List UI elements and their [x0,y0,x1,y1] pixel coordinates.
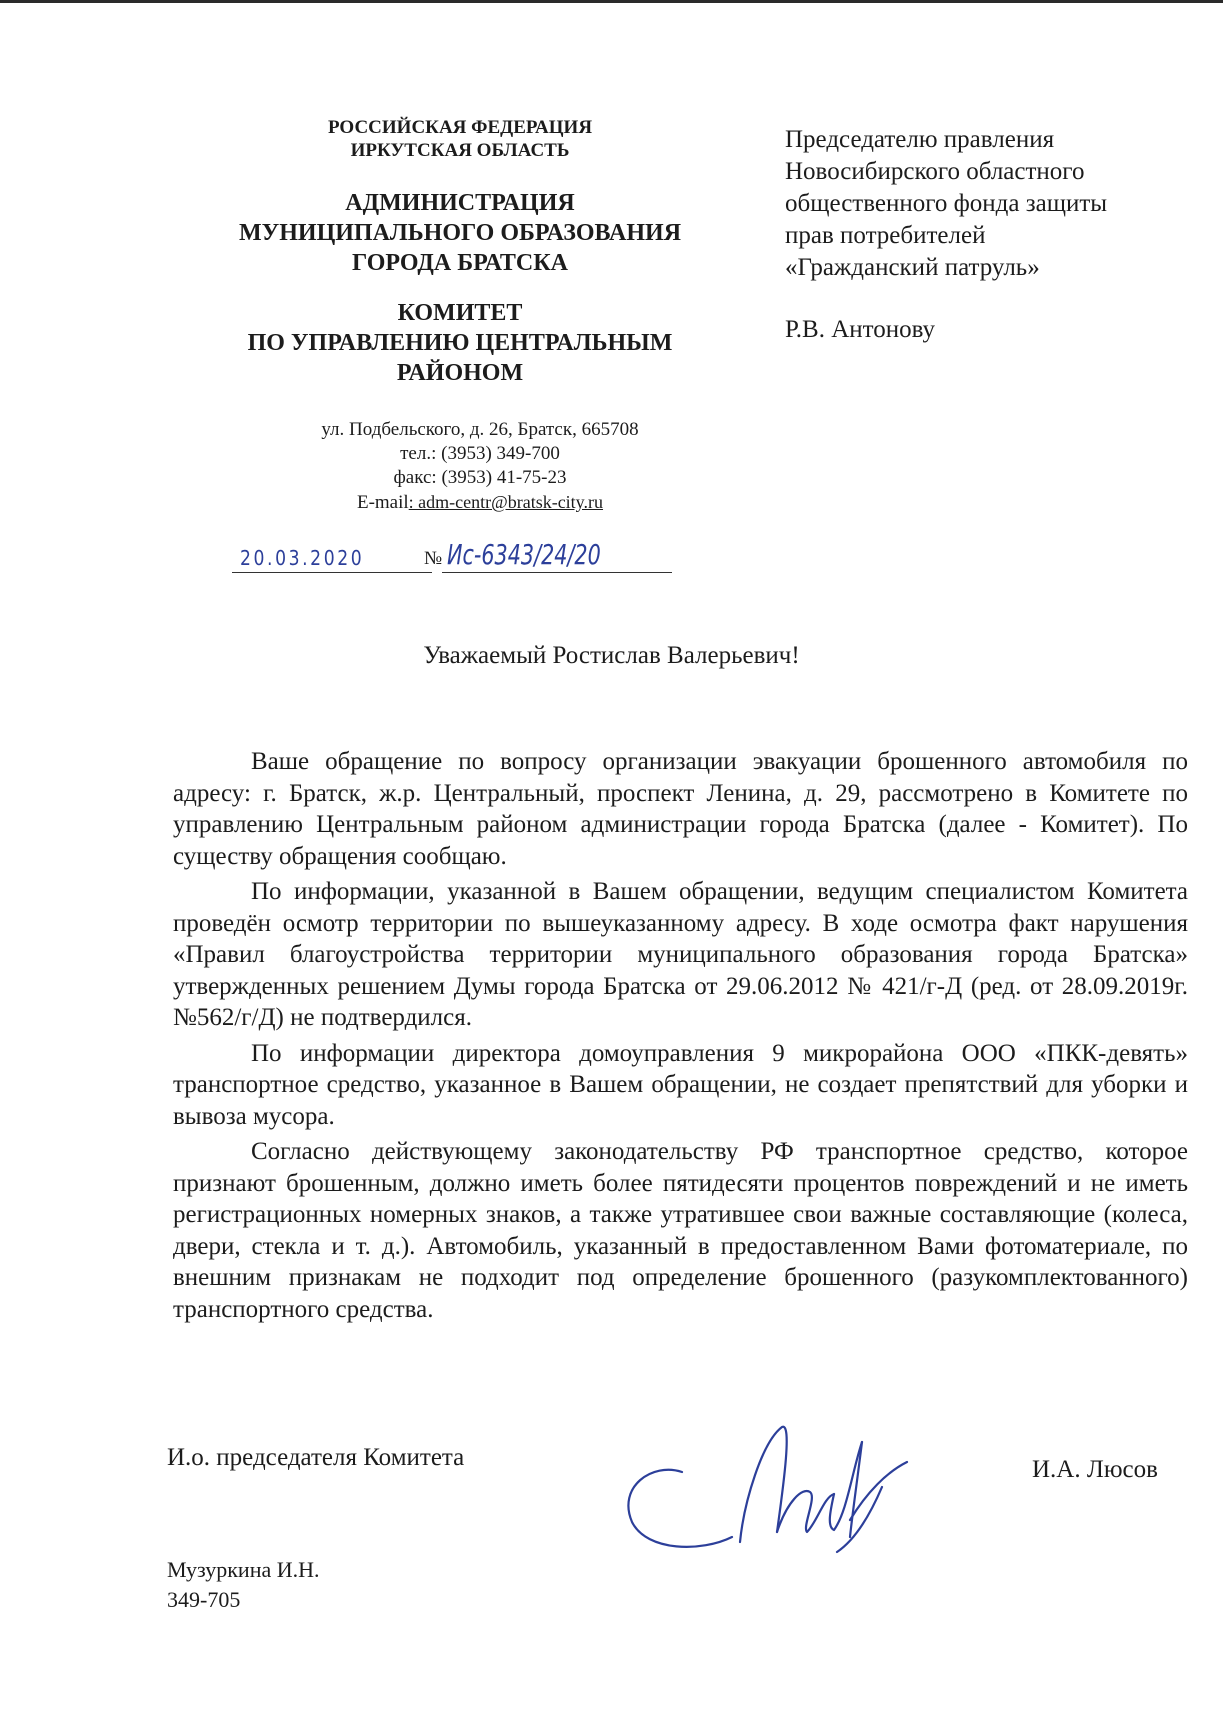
country-line: РОССИЙСКАЯ ФЕДЕРАЦИЯ [327,117,593,138]
phone-line: тел.: (3953) 349-700 [400,443,560,464]
committee-line-3: РАЙОНОМ [396,360,524,386]
number-underline [442,572,672,573]
paragraph: Согласно действующему законодательству РФ транспортное средство, которое признают брошенным, должно иметь более пятидесяти процентов повреждений и не иметь регистрационных номерных знаков, а также утратившее свои важные составляющие (колеса, двери, стекла и т. д.). Автомобиль, указанный в предоставленном Вами фотоматериале, по внешним признакам не подходит под определение брошенного (разукомплектованного) транспортного средства. [173,1138,1188,1323]
signatory-name: И.А. Люсов [1032,1456,1158,1483]
contact-block [230,418,730,515]
greeting: Уважаемый Ростислав Валерьевич! [423,642,800,669]
number-sign: № [424,548,443,569]
email-link[interactable]: : adm-centr@bratsk-city.ru [408,492,604,512]
paragraph: По информации директора домоуправления 9 микрорайона ООО «ПКК-девять» транспортное средство, указанное в Вашем обращении, не создает препятствий для уборки и вывоза мусора. [173,1039,1188,1130]
addressee-name: Р.В. Антонову [785,316,936,343]
signatory-title: И.о. председателя Комитета [167,1444,465,1471]
email-line [230,490,730,515]
registration-number-handwritten: Ис-6343/24/20 [447,538,601,571]
addressee-line-1: Председателю правления [785,126,1055,153]
paragraph: По информации, указанной в Вашем обращении, ведущим специалистом Комитета проведён осмотр территории по вышеуказанному адресу. В ходе осмотра факт нарушения «Правил благоустройства территории муниципального образования города Братска» утвержденных решением Думы города Братска от 29.06.2012 № 421/г-Д (ред. от 28.09.2019г. №562/г/Д) не подтвердился. [173,878,1188,1031]
email-label: E-mail [356,492,409,513]
committee-line-2: ПО УПРАВЛЕНИЮ ЦЕНТРАЛЬНЫМ [247,330,673,356]
fax-line: факс: (3953) 41-75-23 [393,467,567,488]
registration-date-stamp: 20.03.2020 [240,546,365,570]
addressee-block [785,124,1205,346]
letterhead [200,116,720,388]
admin-line-1: АДМИНИСТРАЦИЯ [345,190,575,216]
committee-line-1: КОМИТЕТ [397,300,523,326]
addressee-line-4: прав потребителей [785,222,986,249]
addressee-line-2: Новосибирского областного [785,158,1085,185]
admin-line-2: МУНИЦИПАЛЬНОГО ОБРАЗОВАНИЯ [238,220,682,246]
scan-edge [0,0,1223,3]
admin-line-3: ГОРОДА БРАТСКА [352,250,568,276]
executor-block [167,1555,320,1615]
postal-address: ул. Подбельского, д. 26, Братск, 665708 [321,419,639,440]
date-underline [232,572,432,573]
executor-name: Музуркина И.Н. [167,1557,320,1582]
paragraph: Ваше обращение по вопросу организации эвакуации брошенного автомобиля по адресу: г. Братск, ж.р. Центральный, проспект Ленина, д. 29, рассмотрено в Комитете по управлению Центральным районом администрации города Братска (далее - Комитет). По существу обращения сообщаю. [173,748,1188,870]
addressee-line-3: общественного фонда защиты [785,190,1108,217]
addressee-line-5: «Гражданский патруль» [785,254,1040,281]
region-line: ИРКУТСКАЯ ОБЛАСТЬ [350,140,570,161]
registration-line [232,540,672,576]
letter-body [173,746,1188,1329]
handwritten-signature [612,1402,932,1572]
executor-phone: 349-705 [167,1587,241,1612]
